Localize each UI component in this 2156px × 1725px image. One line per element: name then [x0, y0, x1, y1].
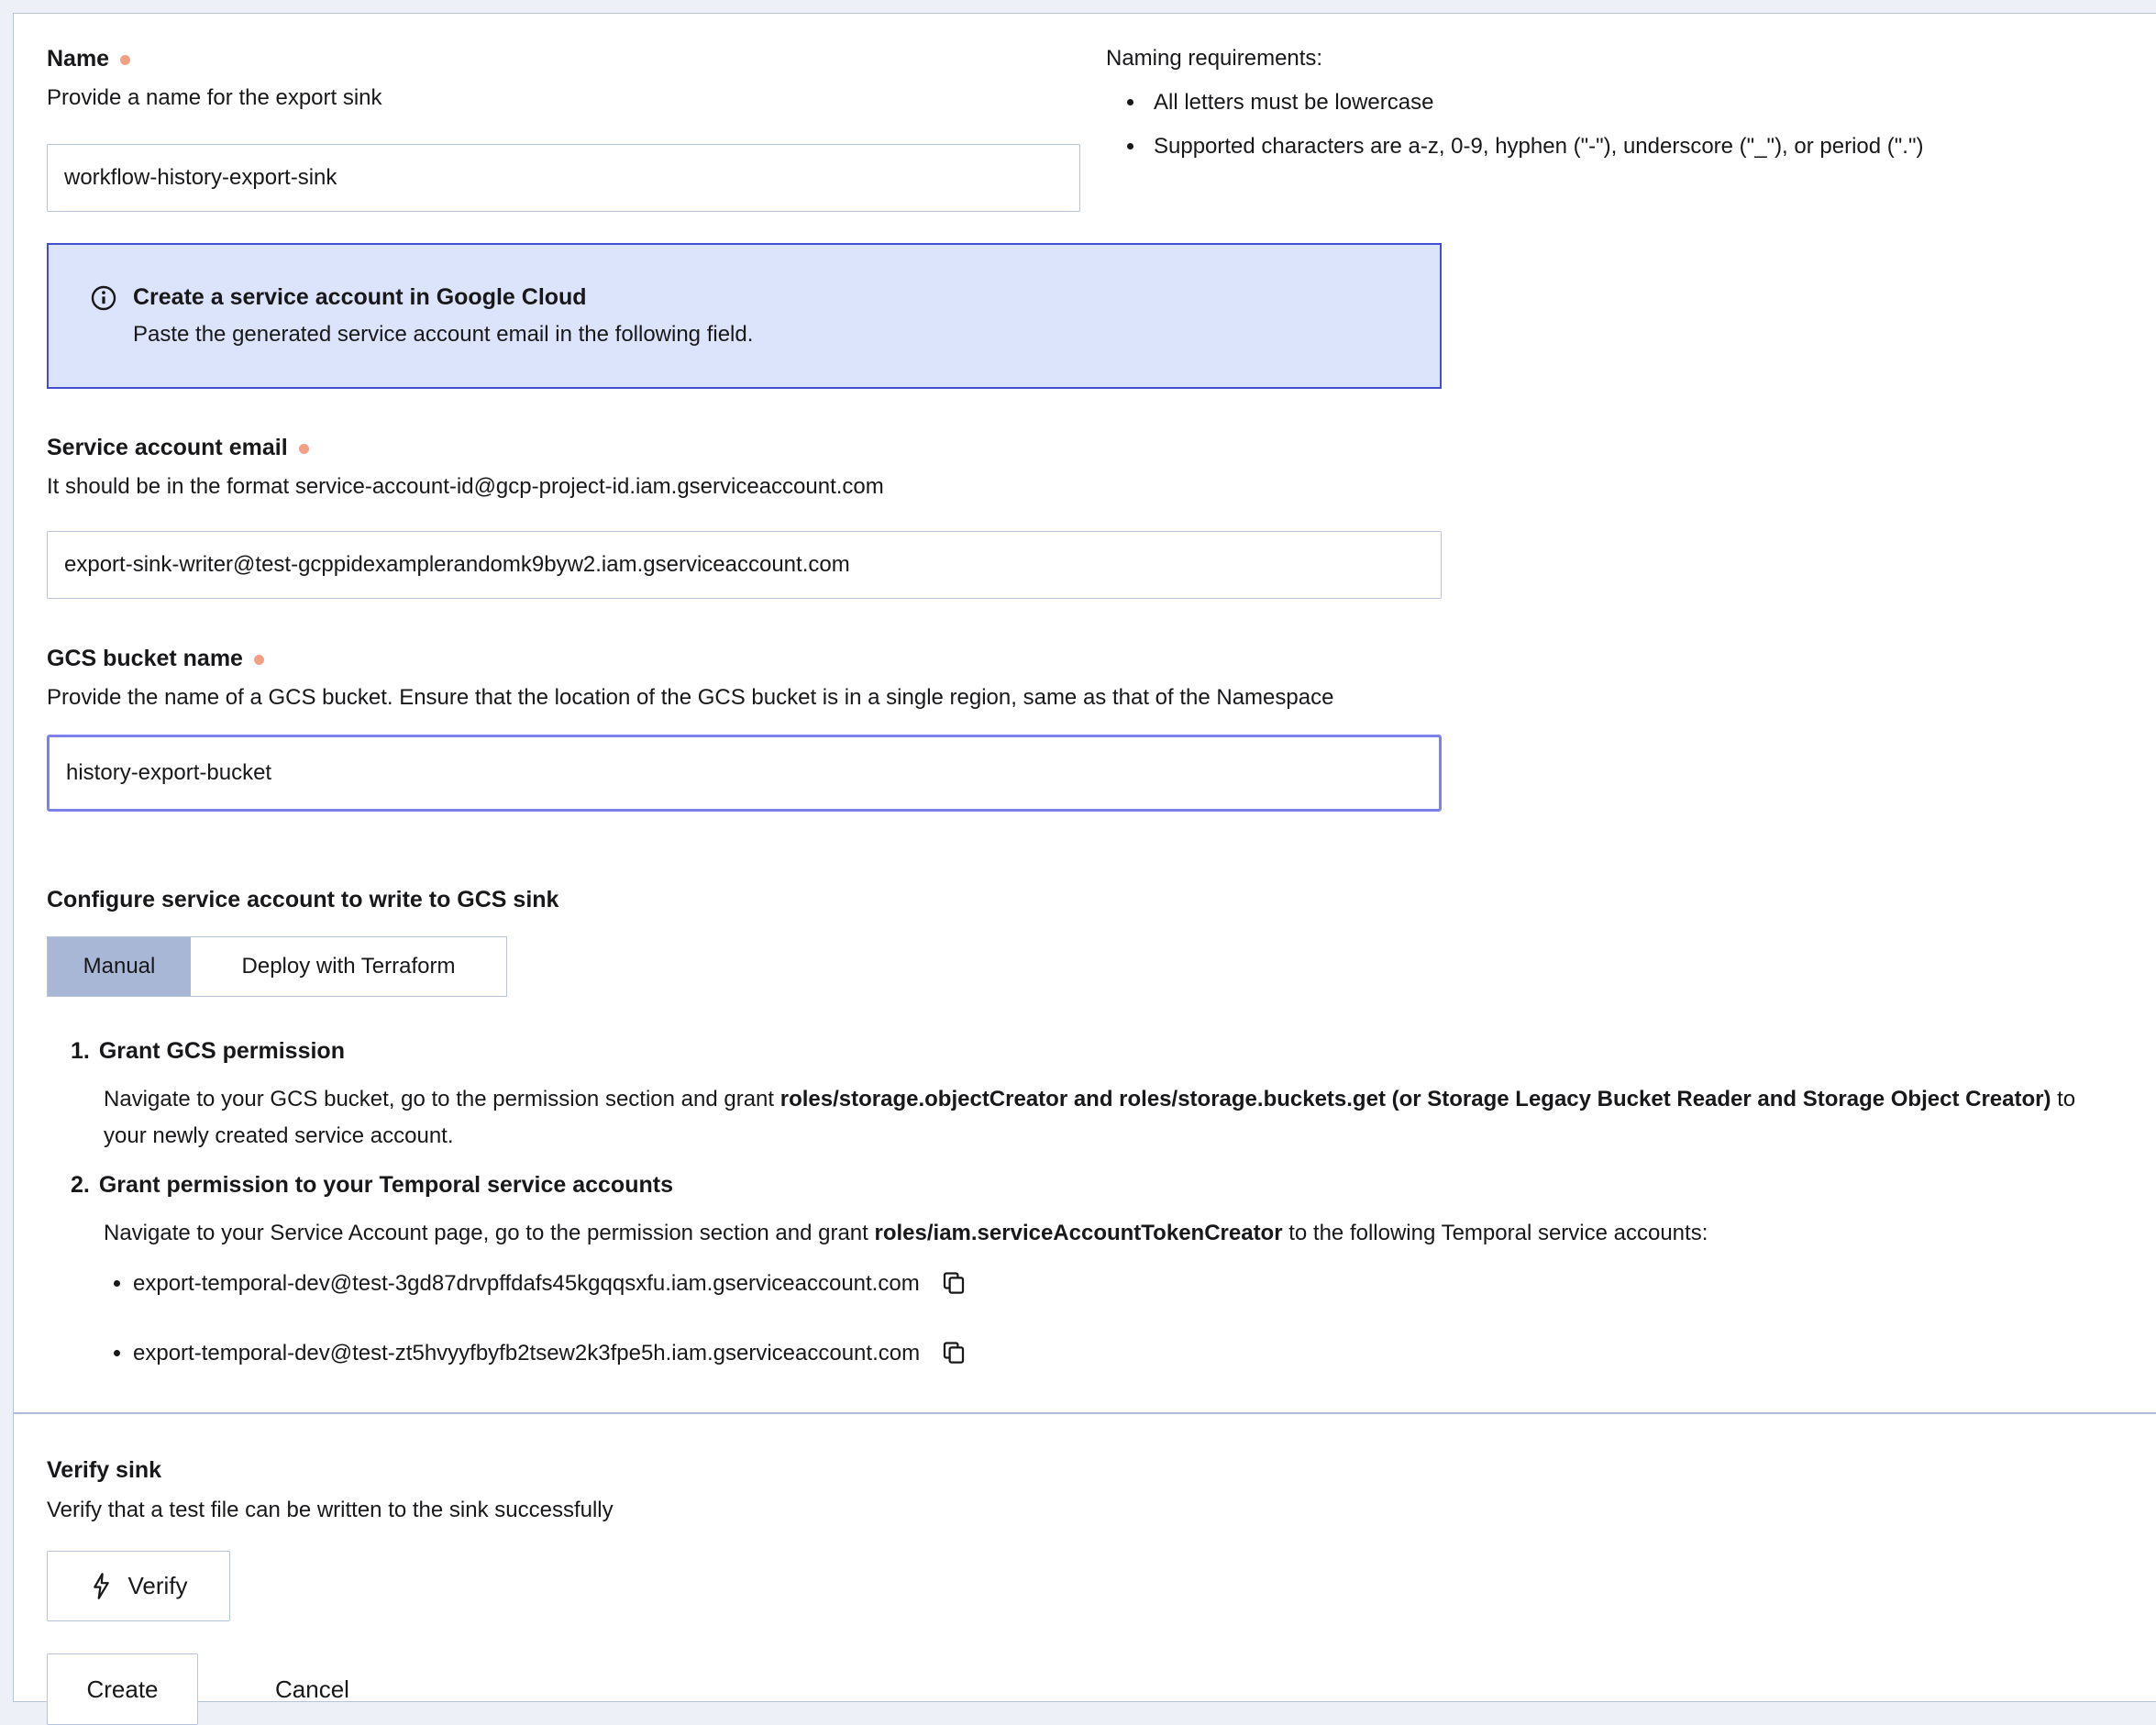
list-item: [133, 1266, 2115, 1309]
tab-deploy-with-terraform[interactable]: Deploy with Terraform: [191, 937, 506, 996]
step-1-roles: roles/storage.objectCreator and roles/storage.buckets.get (or Storage Legacy Bucket Reader and Storage Object Creator): [779, 1087, 2051, 1111]
name-and-requirements-row: [47, 43, 2115, 212]
bucket-input-wrap: [47, 735, 1442, 812]
configure-tabs: [47, 936, 507, 997]
step-1-text-suffix: to your newly created service account.: [104, 1087, 2076, 1148]
list-item: [133, 1335, 2115, 1378]
bucket-label: GCS bucket name: [47, 646, 243, 671]
step-2-text: Navigate to your Service Account page, go to the permission section and grant: [104, 1221, 875, 1245]
info-box-description: Paste the generated service account email in the following field.: [133, 322, 754, 347]
export-sink-form-panel: [13, 13, 2156, 1702]
step-1-number: 1.: [71, 1038, 90, 1064]
step-2-number: 2.: [71, 1172, 90, 1198]
service-account-label: Service account email: [47, 435, 288, 460]
info-box-text: [133, 282, 753, 350]
section-divider: [14, 1412, 2156, 1414]
name-description: Provide a name for the export sink: [47, 85, 382, 110]
step-1-instructions: [104, 1081, 2103, 1155]
lightning-bolt-icon: [89, 1572, 114, 1600]
bucket-field-group: [47, 643, 2115, 812]
step-2-title-row: [71, 1169, 2115, 1200]
name-input-wrap: [47, 144, 1080, 212]
required-dot-icon: [120, 55, 130, 65]
step-2-text-suffix: to the following Temporal service accounts:: [1282, 1221, 1708, 1245]
service-account-description: It should be in the format service-account-id@gcp-project-id.iam.gserviceaccount.com: [47, 474, 884, 499]
step-2-role: roles/iam.serviceAccountTokenCreator: [874, 1221, 1283, 1245]
required-dot-icon: [299, 444, 309, 454]
step-grant-gcs-permission: [71, 1035, 2115, 1155]
manual-steps: [71, 1035, 2115, 1378]
name-label: Name: [47, 46, 110, 72]
step-2-instructions: [104, 1215, 2103, 1252]
step-2-title: Grant permission to your Temporal service accounts: [98, 1172, 673, 1198]
verify-button-label: Verify: [127, 1572, 188, 1599]
naming-requirements-title: Naming requirements:: [1106, 46, 1323, 71]
form-actions: [47, 1653, 2115, 1725]
temporal-service-account-list: [71, 1266, 2115, 1378]
verify-sink-title: Verify sink: [47, 1457, 162, 1483]
tab-manual[interactable]: Manual: [48, 937, 191, 996]
temporal-service-account-email: export-temporal-dev@test-zt5hvyyfbyfb2tsew2k3fpe5h.iam.gserviceaccount.com: [133, 1341, 921, 1366]
configure-section-title: Configure service account to write to GCS sink: [47, 887, 559, 912]
service-account-label-row: [47, 432, 2115, 463]
service-account-info-box: [47, 243, 1442, 389]
required-dot-icon: [254, 655, 264, 665]
bucket-name-input[interactable]: [47, 735, 1442, 812]
bucket-label-row: [47, 643, 2115, 674]
copy-icon[interactable]: [940, 1277, 967, 1302]
naming-requirement-item: • All letters must be lowercase: [1146, 87, 2115, 118]
name-input[interactable]: [47, 144, 1080, 212]
info-circle-icon: [89, 283, 118, 317]
info-box-title: Create a service account in Google Cloud: [133, 284, 587, 310]
naming-requirements-list: [1106, 87, 2115, 162]
step-1-title: Grant GCS permission: [98, 1038, 345, 1064]
verify-sink-description: Verify that a test file can be written to the sink successfully: [47, 1498, 614, 1522]
step-grant-temporal-permission: [71, 1169, 2115, 1378]
service-account-field-group: [47, 432, 2115, 599]
step-1-title-row: [71, 1035, 2115, 1067]
name-field-group: [47, 43, 1080, 212]
service-account-email-input[interactable]: [47, 531, 1442, 599]
temporal-service-account-email: export-temporal-dev@test-3gd87drvpffdafs45kgqqsxfu.iam.gserviceaccount.com: [133, 1271, 920, 1296]
name-label-row: [47, 43, 1080, 74]
cancel-button[interactable]: Cancel: [257, 1653, 368, 1725]
verify-button[interactable]: [47, 1551, 230, 1621]
bucket-description: Provide the name of a GCS bucket. Ensure that the location of the GCS bucket is in a single region, same as that of the Namespace: [47, 685, 1334, 710]
naming-requirement-item: • Supported characters are a-z, 0-9, hyphen ("-"), underscore ("_"), or period ("."): [1146, 131, 2115, 162]
service-account-input-wrap: [47, 531, 1442, 599]
copy-icon[interactable]: [940, 1347, 967, 1372]
step-1-text: Navigate to your GCS bucket, go to the permission section and grant: [104, 1087, 780, 1111]
create-button[interactable]: Create: [47, 1653, 198, 1725]
naming-requirements: [1106, 43, 2115, 175]
